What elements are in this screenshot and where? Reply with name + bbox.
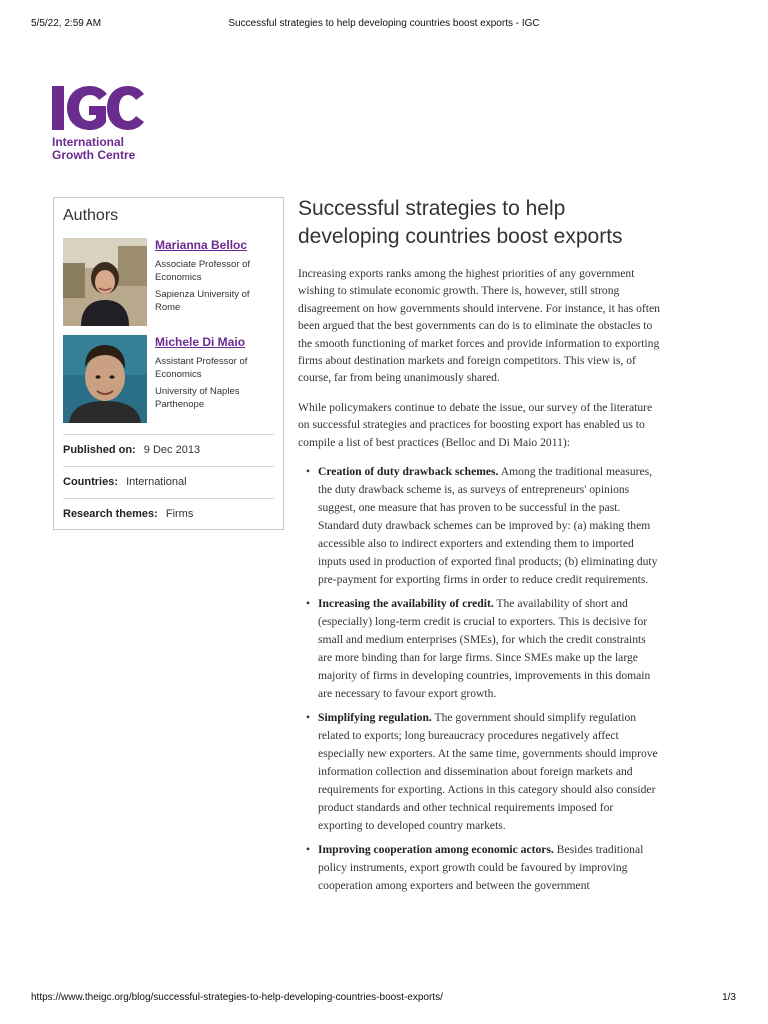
author-portrait-michele [63, 335, 147, 423]
countries-row [63, 466, 274, 498]
print-page-number: 1/3 [722, 992, 736, 1003]
list-item-text: The availability of short and (especially) long-term credit is crucial to exporters. This is decisive for small and medium enterprises (SMEs), for which the credit constraints are more binding than for large firms. Since SMEs make up the large majority of firms in developing countries, improvements in this domain are necessary to favour export growth. [318, 597, 651, 701]
author-portrait-marianna [63, 238, 147, 326]
authors-heading: Authors [63, 207, 119, 224]
author-affiliation: University of Naples Parthenope [155, 386, 240, 410]
logo-wordmark [52, 136, 144, 162]
author-photo[interactable] [63, 238, 147, 326]
author-info [155, 335, 267, 411]
list-item-heading: Increasing the availability of credit. [318, 597, 494, 611]
author-info [155, 238, 267, 314]
published-label: Published on: [63, 444, 136, 456]
article-paragraph: While policymakers continue to debate the issue, our survey of the literature on successful strategies and practices for boosting export has enabled us to compile a list of best practices (Belloc and Di Maio 2011): [298, 400, 653, 449]
author-role: Associate Professor of Economics [155, 259, 251, 283]
igc-logo-mark [52, 84, 144, 132]
best-practices-list [298, 463, 660, 895]
print-url: https://www.theigc.org/blog/successful-strategies-to-help-developing-countries-boost-exports/ [31, 992, 443, 1003]
published-row [63, 434, 274, 466]
list-item [308, 463, 660, 589]
list-item-text: The government should simplify regulation related to exports; long bureaucracy procedures negatively affect especially new exporters. At the same time, governments should improve information collection and dissemination about foreign markets and requirements for exporting. Actions in this category should also consider product standards and other technical requirements imposed for exporting to developed country markets. [318, 711, 658, 833]
countries-value[interactable]: International [126, 476, 187, 488]
list-item [308, 841, 660, 895]
print-page-title: Successful strategies to help developing countries boost exports - IGC [228, 18, 540, 29]
themes-value[interactable]: Firms [165, 508, 194, 520]
list-item-heading: Improving cooperation among economic actors. [318, 843, 554, 857]
author-card [63, 335, 275, 423]
author-card [63, 238, 275, 326]
list-item-text: Besides traditional policy instruments, export growth could be favoured by improving cooperation among exporters and between the government [318, 843, 644, 893]
print-datetime: 5/5/22, 2:59 AM [31, 18, 102, 29]
themes-label: Research themes: [63, 508, 158, 520]
author-name-link[interactable]: Michele Di Maio [155, 335, 246, 349]
countries-label: Countries: [63, 476, 118, 488]
list-item-text: Among the traditional measures, the duty drawback scheme is, as surveys of entrepreneurs' opinions suggest, one measure that has proven to be successful in the past. Standard duty drawback schemes can be improved by: (a) making them accessible also to indirect exporters and extending them to imported inputs used in production of exported final products; (b) eliminating duty pre-payment for exporting firms in order to reduce credit requirements. [318, 465, 658, 587]
published-value: 9 Dec 2013 [143, 444, 201, 456]
authors-panel [53, 197, 284, 530]
article [298, 195, 660, 901]
themes-row [63, 498, 274, 530]
article-paragraph: Increasing exports ranks among the highest priorities of any government wishing to stimulate economic growth. There is, however, still strong disagreement on how governments should intervene. For instance, it has often been argued that the best governments can do is to eliminate the obstacles to the smooth functioning of market forces and provide information to exporting firms about destination markets and foreign competitors. This view is, of course, far from being unanimously shared. [298, 267, 660, 385]
author-name-link[interactable]: Marianna Belloc [155, 238, 248, 252]
list-item-heading: Creation of duty drawback schemes. [318, 465, 499, 479]
logo-line-2: Growth Centre [52, 148, 136, 162]
list-item [308, 709, 660, 835]
igc-logo[interactable] [52, 84, 144, 162]
author-photo[interactable] [63, 335, 147, 423]
author-role: Assistant Professor of Economics [155, 356, 248, 380]
list-item [308, 595, 660, 703]
author-affiliation: Sapienza University of Rome [155, 289, 250, 313]
logo-line-1: International [52, 135, 125, 149]
article-title: Successful strategies to help developing countries boost exports [298, 197, 623, 248]
list-item-heading: Simplifying regulation. [318, 711, 432, 725]
